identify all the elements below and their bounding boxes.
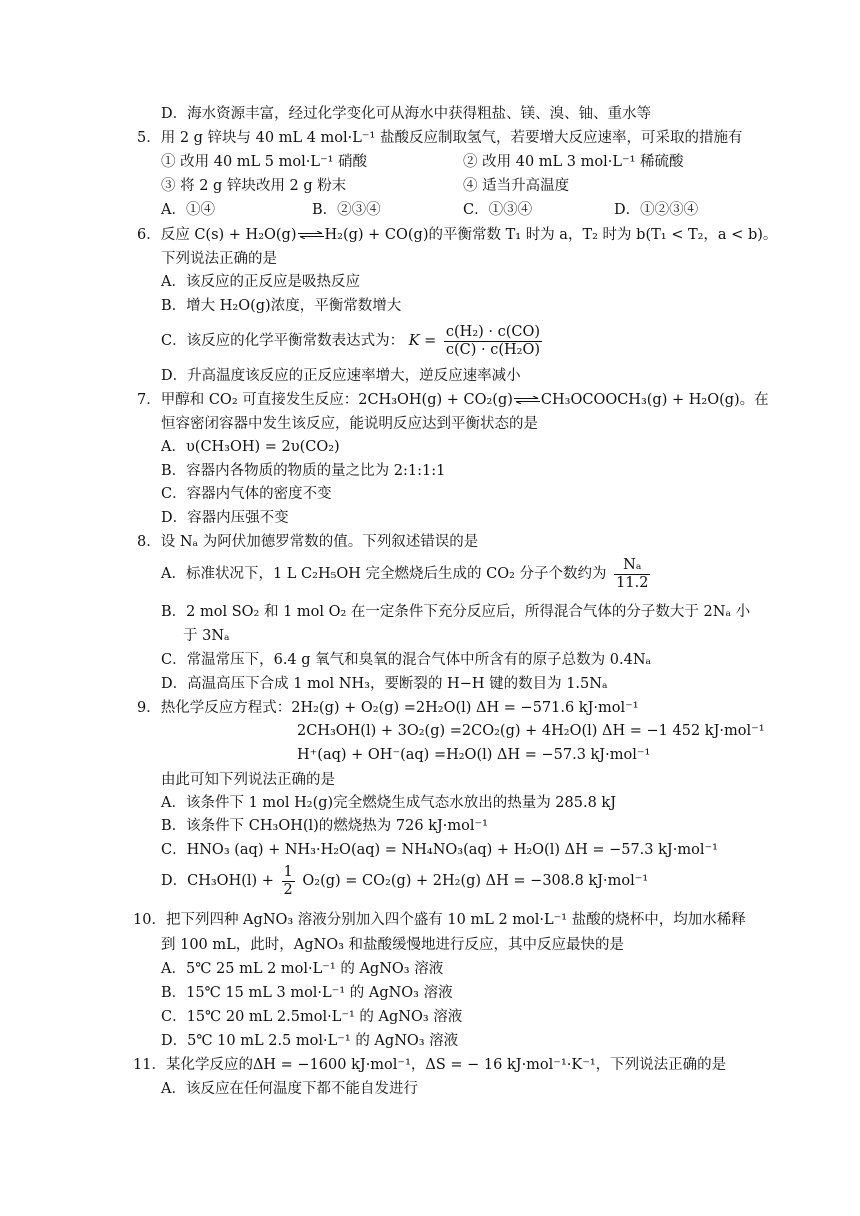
q5-item-2: ② 改用 40 mL 3 mol·L⁻¹ 稀硫酸 (463, 154, 684, 170)
q11-stem: 11．某化学反应的ΔH = −1600 kJ·mol⁻¹，ΔS = − 16 kJ·mol⁻¹·K⁻¹，下列说法正确的是 (133, 1057, 727, 1073)
q5-stem: 5．用 2 g 锌块与 40 mL 4 mol·L⁻¹ 盐酸反应制取氢气，若要增大反应速率，可采取的措施有 (137, 130, 743, 146)
q9-option-a: A．该条件下 1 mol H₂(g)完全燃烧生成气态水放出的热量为 285.8 kJ (161, 795, 617, 811)
q7-stem: 7．甲醇和 CO₂ 可直接发生反应：2CH₃OH(g) + CO₂(g) CH₃OCOOCH₃(g) + H₂O(g)。在 (137, 392, 769, 408)
q5-option-d: D．①②③④ (614, 202, 699, 218)
q10-option-d: D．5℃ 10 mL 2.5 mol·L⁻¹ 的 AgNO₃ 溶液 (161, 1033, 459, 1049)
q5-item-1: ① 改用 40 mL 5 mol·L⁻¹ 硝酸 (161, 154, 368, 170)
q8-option-d: D．高温高压下合成 1 mol NH₃，要断裂的 H−H 键的数目为 1.5Nₐ (161, 676, 608, 692)
q6-stem-2: 下列说法正确的是 (161, 251, 277, 267)
q9-equation-3: H⁺(aq) + OH⁻(aq) =H₂O(l) ΔH = −57.3 kJ·mol⁻¹ (297, 747, 651, 763)
half-fraction: $\frac{1}{2}$ (283, 863, 293, 898)
k-expression-fraction: $\frac{\text{c(H₂) · c(CO)}}{\text{c(C) · c(H₂O)}}$ (445, 323, 541, 358)
q8-option-c: C．常温常压下，6.4 g 氧气和臭氧的混合气体中所含有的原子总数为 0.4Nₐ (161, 652, 652, 668)
q10-stem: 10．把下列四种 AgNO₃ 溶液分别加入四个盛有 10 mL 2 mol·L⁻¹ 盐酸的烧杯中，均加水稀释 (133, 912, 746, 928)
q4-option-d: D．海水资源丰富，经过化学变化可从海水中获得粗盐、镁、溴、铀、重水等 (161, 106, 652, 122)
q6-option-a: A．该反应的正反应是吸热反应 (161, 274, 360, 290)
equilibrium-arrow-icon (298, 231, 324, 239)
q8-option-a: A．标准状况下，1 L C₂H₅OH 完全燃烧后生成的 CO₂ 分子个数约为 $\frac{\text{Nₐ}}{11.2}$ (161, 556, 649, 591)
q9-stem-2: 由此可知下列说法正确的是 (161, 772, 335, 788)
q8-option-b: B．2 mol SO₂ 和 1 mol O₂ 在一定条件下充分反应后，所得混合气体的分子数大于 2Nₐ 小 (161, 604, 751, 620)
q7-option-c: C．容器内气体的密度不变 (161, 486, 332, 502)
q7-stem-2: 恒容密闭容器中发生该反应，能说明反应达到平衡状态的是 (161, 416, 538, 432)
q7-option-d: D．容器内压强不变 (161, 510, 289, 526)
q10-option-a: A．5℃ 25 mL 2 mol·L⁻¹ 的 AgNO₃ 溶液 (161, 961, 444, 977)
q10-stem-2: 到 100 mL，此时，AgNO₃ 和盐酸缓慢地进行反应，其中反应最快的是 (161, 937, 625, 953)
q8-option-b-cont: 于 3Nₐ (183, 628, 230, 644)
q10-option-b: B．15℃ 15 mL 3 mol·L⁻¹ 的 AgNO₃ 溶液 (161, 985, 453, 1001)
q5-item-3: ③ 将 2 g 锌块改用 2 g 粉末 (161, 178, 347, 194)
q7-option-a: A．υ(CH₃OH) = 2υ(CO₂) (161, 439, 340, 455)
equilibrium-arrow-icon (514, 396, 540, 404)
q6-option-c: C．该反应的化学平衡常数表达式为： K = $\frac{\text{c(H₂) · c(CO)}}{\text{c(C) · c(H₂O)}}$ (161, 323, 541, 358)
q9-equation-2: 2CH₃OH(l) + 3O₂(g) =2CO₂(g) + 4H₂O(l) ΔH = −1 452 kJ·mol⁻¹ (297, 723, 765, 739)
q9-option-c: C．HNO₃ (aq) + NH₃·H₂O(aq) = NH₄NO₃(aq) + H₂O(l) ΔH = −57.3 kJ·mol⁻¹ (161, 842, 718, 858)
q8-stem: 8．设 Nₐ 为阿伏加德罗常数的值。下列叙述错误的是 (137, 534, 479, 550)
q7-option-b: B．容器内各物质的物质的量之比为 2:1:1:1 (161, 463, 446, 479)
q6-stem: 6．反应 C(s) + H₂O(g) H₂(g) + CO(g)的平衡常数 T₁ 时为 a，T₂ 时为 b(T₁ < T₂，a < b)。 (137, 227, 778, 243)
q6-option-d: D．升高温度该反应的正反应速率增大，逆反应速率减小 (161, 368, 521, 384)
q5-item-4: ④ 适当升高温度 (463, 178, 570, 194)
q9-option-d: D．CH₃OH(l) + $\frac{1}{2}$ O₂(g) = CO₂(g) + 2H₂(g) ΔH = −308.8 kJ·mol⁻¹ (161, 863, 649, 898)
q10-option-c: C．15℃ 20 mL 2.5mol·L⁻¹ 的 AgNO₃ 溶液 (161, 1009, 463, 1025)
q5-option-c: C．①③④ (463, 202, 533, 218)
q6-option-b: B．增大 H₂O(g)浓度，平衡常数增大 (161, 298, 402, 314)
q9-stem: 9．热化学反应方程式：2H₂(g) + O₂(g) =2H₂O(l) ΔH = −571.6 kJ·mol⁻¹ (137, 700, 639, 716)
q5-option-a: A．①④ (161, 202, 215, 218)
q5-option-b: B．②③④ (312, 202, 381, 218)
q9-option-b: B．该条件下 CH₃OH(l)的燃烧热为 726 kJ·mol⁻¹ (161, 818, 488, 834)
q11-option-a: A．该反应在任何温度下都不能自发进行 (161, 1081, 418, 1097)
na-fraction: $\frac{\text{Nₐ}}{11.2}$ (616, 556, 649, 591)
